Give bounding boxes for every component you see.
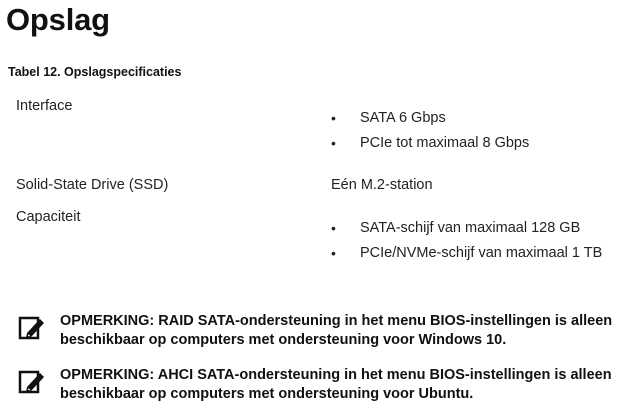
- pencil-note-icon: [18, 314, 46, 342]
- pencil-note-icon: [18, 368, 46, 396]
- spec-label-capacity: Capaciteit: [16, 209, 81, 225]
- bullet-icon: •: [331, 135, 336, 151]
- bullet-icon: •: [331, 110, 336, 126]
- spec-label-ssd: Solid-State Drive (SSD): [16, 177, 169, 193]
- bullet-icon: •: [331, 245, 336, 261]
- bullet-icon: •: [331, 220, 336, 236]
- table-caption: Tabel 12. Opslagspecificaties: [8, 65, 182, 79]
- note-text: OPMERKING: AHCI SATA-ondersteuning in het menu BIOS-instellingen is alleen beschikbaar op computers met ondersteuning voor Ubuntu.: [60, 367, 612, 402]
- page-title: Opslag: [6, 2, 110, 37]
- spec-label-interface: Interface: [16, 98, 73, 114]
- spec-value-ssd: Eén M.2-station: [331, 177, 433, 193]
- note-text: OPMERKING: RAID SATA-ondersteuning in het menu BIOS-instellingen is alleen beschikbaar op computers met ondersteuning voor Windows 10.: [60, 313, 613, 348]
